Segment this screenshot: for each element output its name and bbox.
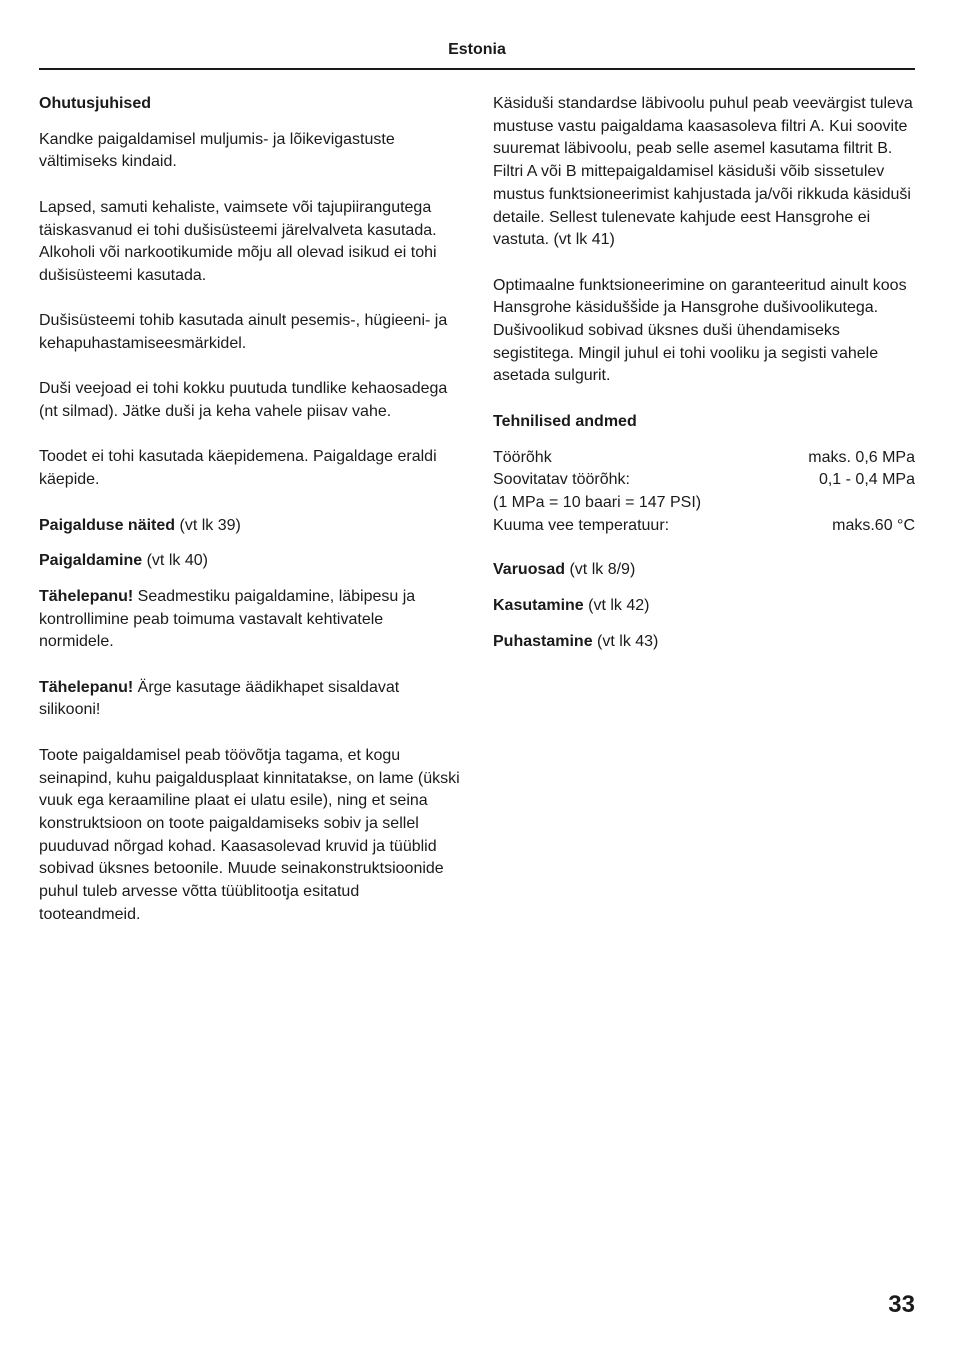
attention-text: Seadmestiku paigaldamine, läbipesu ja kontrollimine peab toimuma vastavalt kehtivatele normidele. (39, 587, 416, 651)
attention-note-norms (39, 586, 461, 654)
ref-label: Kasutamine (493, 597, 584, 615)
attention-text: Ärge kasutage äädikhapet sisaldavat silikooni! (39, 678, 400, 719)
right-column (493, 93, 915, 666)
ref-page: (vt lk 43) (592, 632, 659, 650)
spec-value: maks.60 °C (832, 516, 915, 534)
installation-examples-ref (39, 515, 461, 538)
filter-paragraph: Käsiduši standardse läbivoolu puhul peab veevärgist tuleva mustuse vastu paigaldama kaasasoleva filtri A. Kui soovite suuremat läbivoolu, peab selle asemel kasutama filtrit B. Filtri A või B mittepaigaldamisel käsiduši võib sissetulev mustus funktsioneerimist kahjustada ja/või rikkuda käsiduši detaile. Sellest tulenevate kahjude eest Hansgrohe ei vastuta. (vt lk 41) (493, 95, 913, 249)
attention-note-silicone (39, 677, 461, 722)
spec-label: Kuuma vee temperatuur: (493, 516, 670, 534)
spec-row (493, 469, 915, 492)
spec-row (493, 492, 915, 515)
function-paragraph: Optimaalne funktsioneerimine on garanteeritud ainult koos Hansgrohe käsidušši̇de ja Hansgrohe dušivoolikutega. Dušivoolikud sobivad üksnes duši ühendamiseks segistitega. Mingil juhul ei tohi vooliku ja segisti vahele asetada sulgurit. (493, 276, 907, 385)
spec-value: maks. 0,6 MPa (808, 448, 915, 466)
safety-paragraph-gloves: Kandke paigaldamisel muljumis- ja lõikevigastuste vältimiseks kindaid. (39, 130, 395, 171)
usage-ref (493, 595, 915, 618)
page-number: 33 (888, 1291, 915, 1318)
ref-label: Puhastamine (493, 632, 593, 650)
ref-label: Varuosad (493, 561, 566, 579)
spec-label: Töörõhk (493, 448, 552, 466)
cleaning-ref (493, 631, 915, 654)
ref-label: Paigalduse näited (39, 516, 176, 534)
safety-paragraph-usage: Dušisüsteemi tohib kasutada ainult pesemis-, hügieeni- ja kehapuhastamiseesmärkidel. (39, 312, 448, 352)
page-header-title: Estonia (448, 41, 506, 58)
header-divider (39, 68, 915, 70)
ref-label: Paigaldamine (39, 552, 143, 570)
left-column (39, 93, 461, 949)
safety-paragraph-handle: Toodet ei tohi kasutada käepidemena. Paigaldage eraldi käepide. (39, 448, 437, 489)
spec-row (493, 447, 915, 470)
ref-page: (vt lk 39) (175, 516, 241, 534)
attention-label: Tähelepanu! (39, 587, 134, 605)
safety-paragraph-eyes: Duši veejoad ei tohi kokku puutuda tundlike kehaosadega (nt silmad). Jätke duši ja keha vahele piisav vahe. (39, 380, 448, 421)
spare-parts-ref (493, 559, 915, 582)
attention-label: Tähelepanu! (39, 678, 134, 696)
spec-label: (1 MPa = 10 baari = 147 PSI) (493, 493, 702, 511)
spec-label: Soovitatav töörõhk: (493, 471, 630, 489)
ref-page: (vt lk 40) (142, 552, 208, 570)
tech-data-heading: Tehnilised andmed (493, 412, 637, 430)
safety-heading: Ohutusjuhised (39, 95, 151, 112)
spec-value: 0,1 - 0,4 MPa (818, 471, 915, 489)
installation-ref (39, 550, 461, 573)
installation-wall-paragraph: Toote paigaldamisel peab töövõtja tagama, et kogu seinapind, kuhu paigaldusplaat kinnitatakse, on lame (ükski vuuk ega keraamiline plaat ei ulatu esile), ning et seina konstruktsioon on toote paigaldamiseks sobiv ja sellel puuduvad nõrgad kohad. Kaasasolevad kruvid ja tüüblid sobivad üksnes betoonile. Muude seinakonstruktsioonide puhul tuleb arvesse võtta tüüblitootja esitatud tooteandmeid. (39, 746, 460, 923)
safety-paragraph-children: Lapsed, samuti kehaliste, vaimsete või tajupiirangutega täiskasvanud ei tohi dušisüsteemi järelvalveta kasutada. Alkoholi või narkootikumide mõju all olevad isikud ei tohi dušisüsteemi kasutada. (39, 198, 437, 284)
tech-data-table (493, 447, 915, 538)
spec-value (772, 492, 915, 515)
ref-page: (vt lk 8/9) (565, 561, 636, 579)
ref-page: (vt lk 42) (583, 597, 650, 615)
spec-row (493, 515, 915, 538)
